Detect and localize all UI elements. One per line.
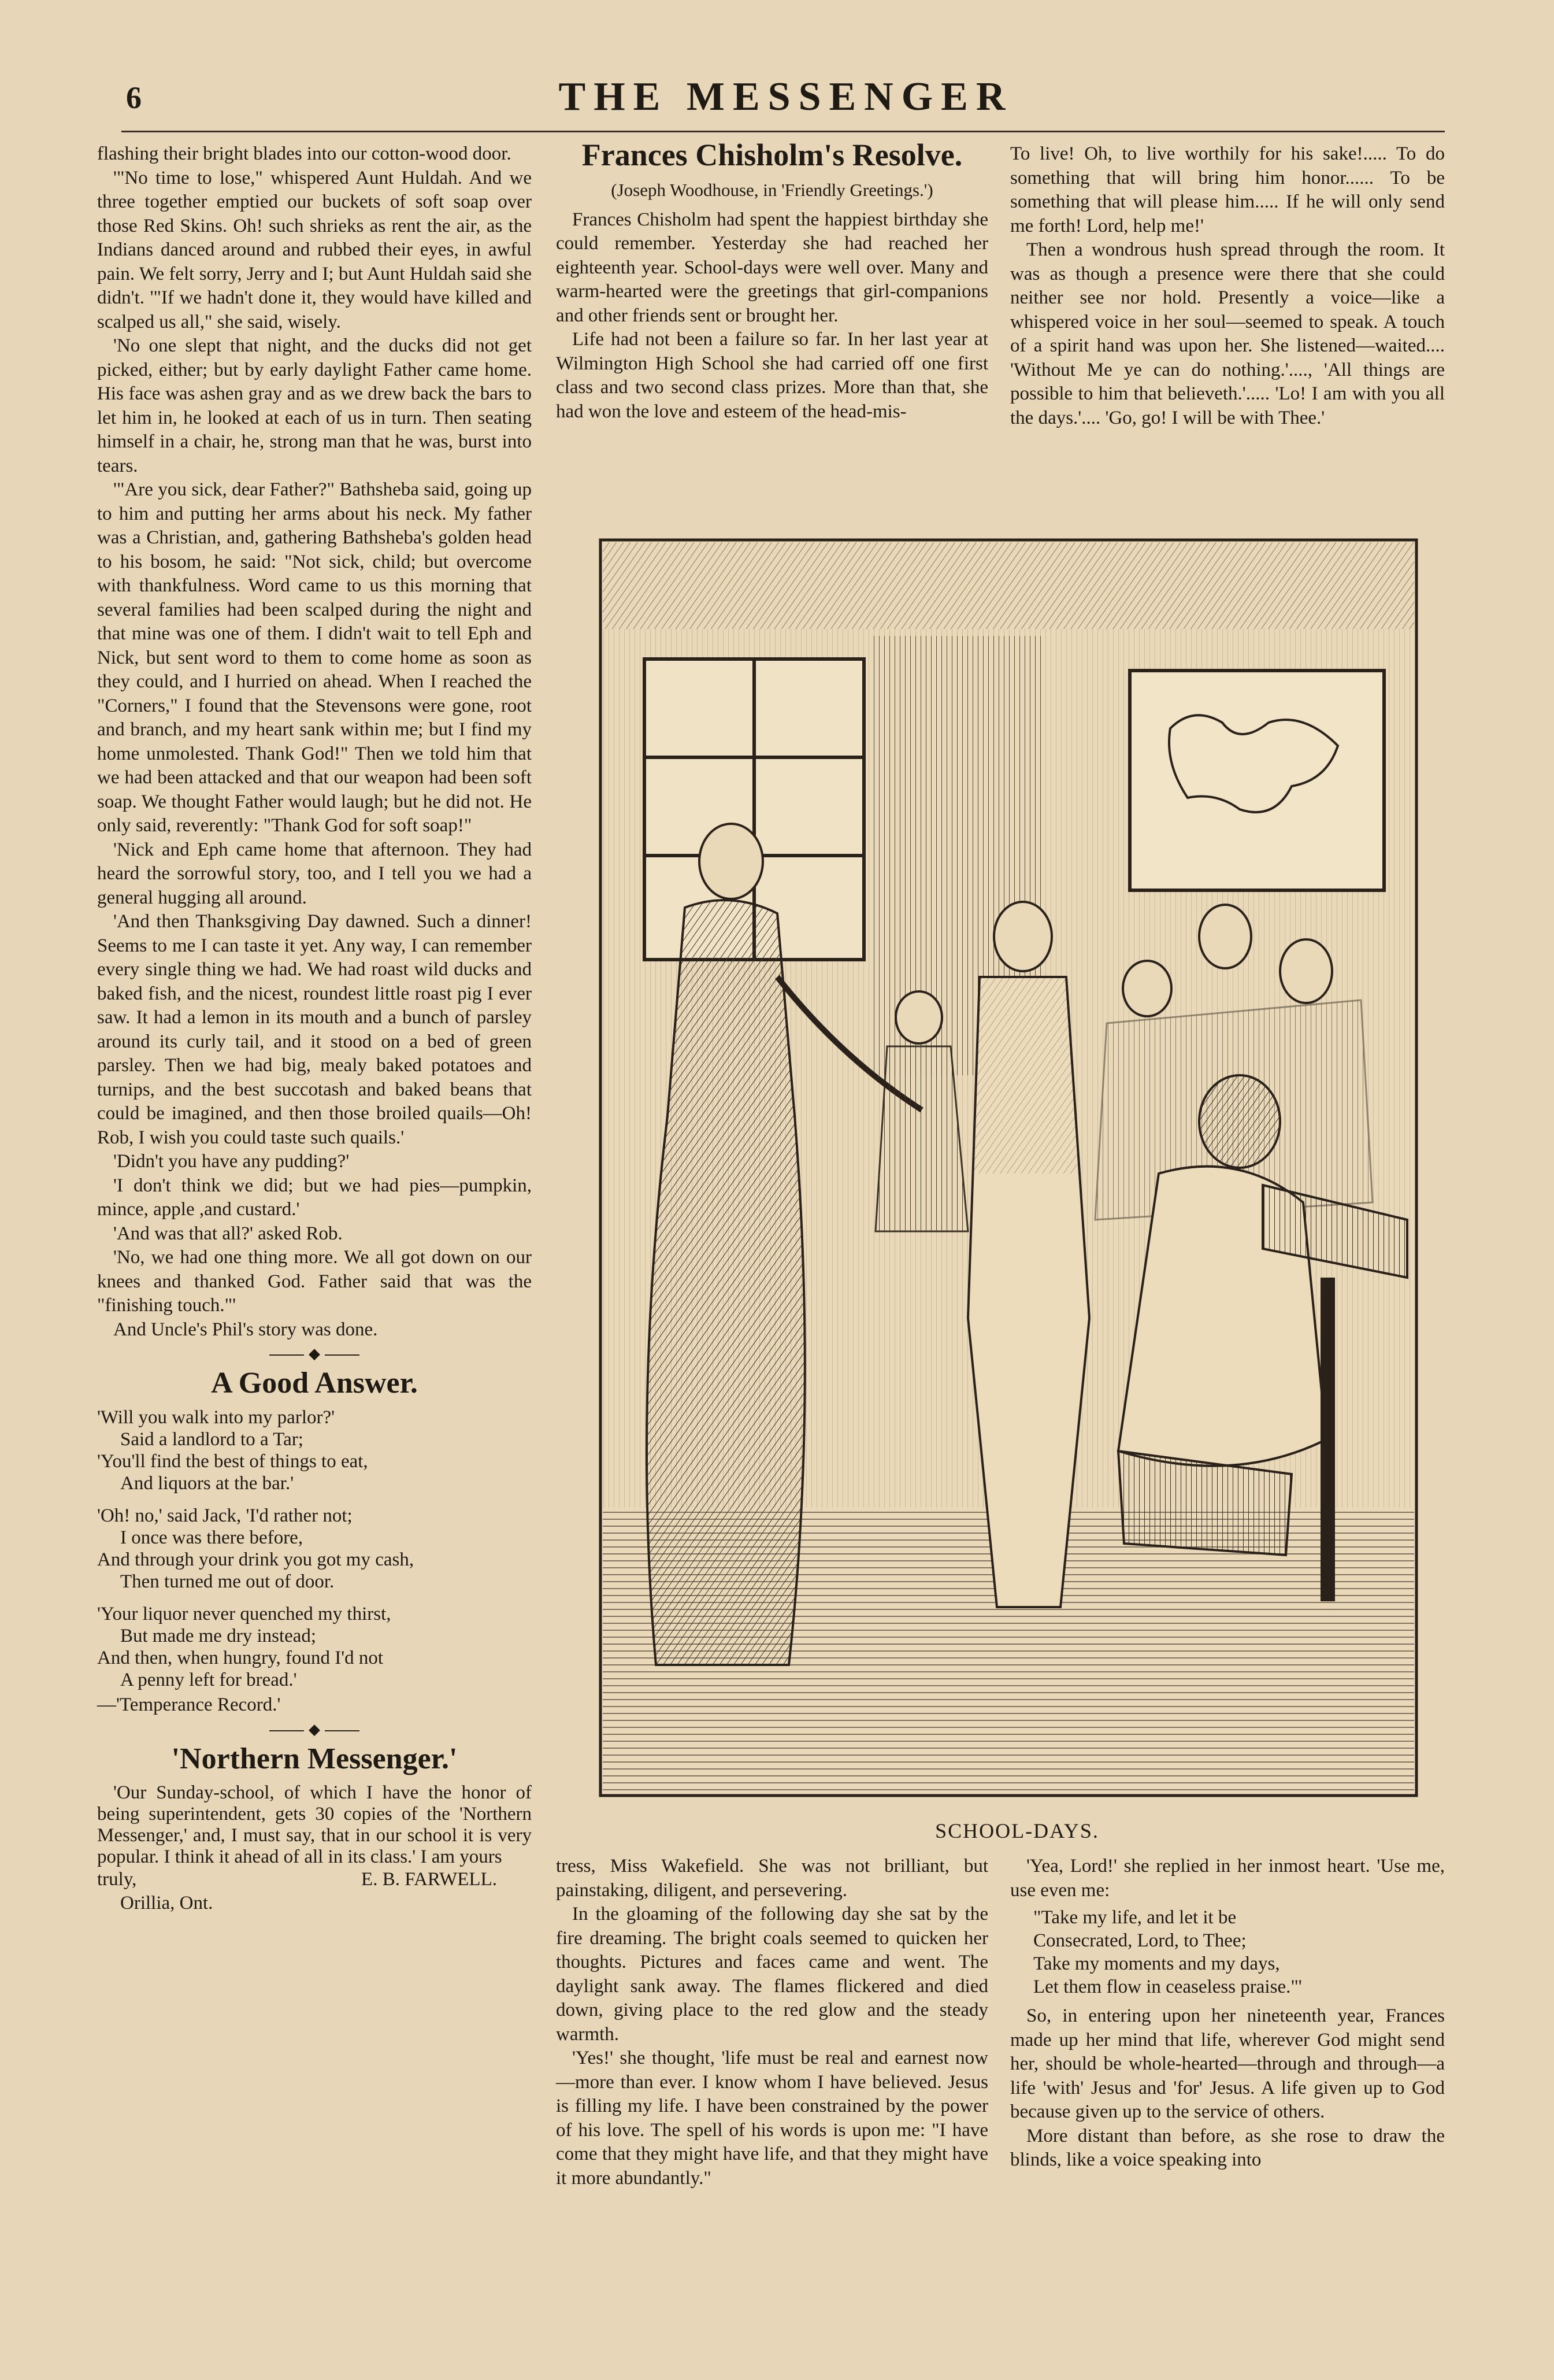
story-byline: (Joseph Woodhouse, in 'Friendly Greetings.') (611, 180, 933, 200)
story-paragraph: Frances Chisholm had spent the happiest birthday she could remember. Yesterday she had reached her eighteenth year. School-days were well over. Many and warm-hearted were the greetings that girl-companions and other friends sent or brought her. (556, 209, 988, 326)
poem-line: Said a landlord to a Tar; (120, 1429, 303, 1450)
story-paragraph: 'No one slept that night, and the ducks did not get picked, either; but by early daylight Father came home. His face was ashen gray and as we drew back the bars to let him in, he looked at each of us in turn. Then seating himself in a chair, he, strong man that he was, burst into tears. (97, 335, 532, 476)
section-divider: ◆ (97, 1345, 532, 1363)
story-column-top-left (556, 138, 988, 424)
story-paragraph: tress, Miss Wakefield. She was not brilliant, but painstaking, diligent, and persevering. (556, 1856, 988, 1901)
story-column-bottom-left (556, 1855, 988, 2190)
story-paragraph: And Uncle's Phil's story was done. (113, 1319, 378, 1340)
poem-line: Then turned me out of door. (120, 1571, 335, 1592)
hymn-line: Take my moments and my days, (1033, 1953, 1280, 1974)
story-paragraph: '"No time to lose," whispered Aunt Huldah. And we three together emptied our buckets of soft soap over those Red Skins. Oh! such shrieks as rent the air, as the Indians danced around and rubbed their eyes, in awful pain. We felt sorry, Jerry and I; but Aunt Huldah said she didn't. '"If we hadn't done it, they would have killed and scalped us all," she said, wisely. (97, 167, 532, 332)
hymn-quote (1010, 1906, 1445, 1998)
poem-line: I once was there before, (120, 1527, 303, 1548)
story-paragraph: 'No, we had one thing more. We all got down on our knees and thanked God. Father said that was the "finishing touch."' (97, 1247, 532, 1316)
hymn-line: "Take my life, and let it be (1033, 1907, 1237, 1928)
poem-stanza (97, 1603, 532, 1691)
letter-closing: truly, (97, 1868, 137, 1890)
story-paragraph: flashing their bright blades into our cotton-wood door. (97, 143, 511, 164)
uncle-phil-story (97, 142, 532, 1342)
poem-line: But made me dry instead; (120, 1626, 317, 1646)
letter-body: 'Our Sunday-school, of which I have the honor of being superintendent, gets 30 copies of the 'Northern Messenger,' and, I must say, that in our school it is very popular. I think it ahead of all in its class.' I am yours (97, 1782, 532, 1867)
story-paragraph: 'Didn't you have any pudding?' (113, 1151, 350, 1172)
story-paragraph: So, in entering upon her nineteenth year, Frances made up her mind that life, wherever God might send her, should be whole-hearted—through and through—a life 'with' Jesus and 'for' Jesus. A life given up to God because given up to the service of others. (1010, 2005, 1445, 2122)
story-title: Frances Chisholm's Resolve. (581, 138, 963, 172)
story-paragraph: In the gloaming of the following day she sat by the fire dreaming. The bright coals seemed to quicken her thoughts. Pictures and faces came and went. The daylight sank away. The flames flickered and died down, giving place to the red glow and the steady warmth. (556, 1904, 988, 2045)
school-days-illustration (598, 538, 1419, 1798)
hymn-line: Let them flow in ceaseless praise."' (1033, 1976, 1302, 1997)
letter-place: Orillia, Ont. (120, 1893, 213, 1913)
hymn-line: Consecrated, Lord, to Thee; (1033, 1930, 1247, 1951)
poem-line: And through your drink you got my cash, (97, 1549, 414, 1570)
section-divider: ◆ (97, 1721, 532, 1738)
illustration-caption: SCHOOL-DAYS. (935, 1819, 1099, 1842)
story-paragraph: 'I don't think we did; but we had pies—pumpkin, mince, apple ,and custard.' (97, 1175, 532, 1220)
poem-source: —'Temperance Record.' (97, 1694, 281, 1715)
story-paragraph: Then a wondrous hush spread through the room. It was as though a presence were there that she could neither see nor hold. Presently a voice—like a whispered voice in her soul—seemed to speak. A touch of a spirit hand was upon her. She listened—waited.... 'Without Me ye can do nothing.'...., 'All things are possible to him that believeth.'..... 'Lo! I am with you all the days.'.... 'Go, go! I will be with Thee.' (1010, 239, 1445, 428)
story-paragraph: 'And was that all?' asked Rob. (113, 1223, 343, 1244)
poem-line: 'Will you walk into my parlor?' (97, 1407, 335, 1428)
good-answer-title: A Good Answer. (211, 1367, 418, 1400)
poem-line: 'You'll find the best of things to eat, (97, 1451, 368, 1472)
story-paragraph: '"Are you sick, dear Father?" Bathsheba said, going up to him and putting her arms about his neck. My father was a Christian, and, gathering Bathsheba's golden head to his bosom, he said: "Not sick, child; but overcome with thankfulness. Word came to us this morning that several families had been scalped during the night and that mine was one of them. I didn't wait to tell Eph and Nick, but sent word to them to come home as soon as they could, and I hurried on ahead. When I reached the "Corners," I found that the Stevensons were gone, root and branch, and my heart sank within me; but I find my home unmolested. Thank God!" Then we told him that we had been attacked and that our weapon had been soft soap. We thought Father would laugh; but he did not. He only said, reverently: "Thank God for soft soap!" (97, 479, 532, 836)
page-number: 6 (126, 80, 142, 115)
story-paragraph: 'Nick and Eph came home that afternoon. They had heard the sorrowful story, too, and I tell you we had a general hugging all around. (97, 839, 532, 908)
story-paragraph: Life had not been a failure so far. In her last year at Wilmington High School she had carried off one first class and two second class prizes. More than that, she had won the love and esteem of the head-mis- (556, 329, 988, 422)
column-1 (97, 142, 532, 1916)
story-paragraph: More distant than before, as she rose to draw the blinds, like a voice speaking into (1010, 2125, 1445, 2170)
story-paragraph: 'And then Thanksgiving Day dawned. Such a dinner! Seems to me I can taste it yet. Any way, I can remember every single thing we had. We had roast wild ducks and baked fish, and the nicest, roundest little roast pig I ever saw. It had a lemon in its mouth and a bunch of parsley around its curly tail, and it stood on a bed of green parsley. Then we had big, mealy baked potatoes and turnips, and the best succotash and baked beans that could be imagined, and then those broiled quails—Oh! Rob, I wish you could taste such quails.' (97, 911, 532, 1148)
letter-signature-line (97, 1868, 532, 1892)
story-column-top-right (1010, 142, 1445, 430)
letter-signature: E. B. FARWELL. (361, 1868, 497, 1890)
story-paragraph: 'Yes!' she thought, 'life must be real and earnest now—more than ever. I know whom I have believed. Jesus is filling my life. I have been constrained by the power of his love. The spell of his words is upon me: "I have come that they might have life, and that they might have it more abundantly." (556, 2048, 988, 2189)
northern-messenger-title: 'Northern Messenger.' (171, 1742, 458, 1775)
poem-stanza (97, 1406, 532, 1494)
story-paragraph: To live! Oh, to live worthily for his sake!..... To do something that will bring him honor...... To be something that will please him..... If he will only send me forth! Lord, help me!' (1010, 143, 1445, 236)
poem-line: 'Oh! no,' said Jack, 'I'd rather not; (97, 1505, 353, 1526)
poem-line: And liquors at the bar.' (120, 1473, 294, 1494)
story-column-bottom-right (1010, 1855, 1445, 2172)
poem-line: A penny left for bread.' (120, 1670, 297, 1690)
masthead: THE MESSENGER (558, 75, 1014, 119)
poem-stanza (97, 1505, 532, 1593)
poem-line: 'Your liquor never quenched my thirst, (97, 1604, 391, 1624)
poem-line: And then, when hungry, found I'd not (97, 1648, 384, 1668)
header-rule (121, 131, 1445, 132)
story-paragraph: 'Yea, Lord!' she replied in her inmost heart. 'Use me, use even me: (1010, 1856, 1445, 1901)
